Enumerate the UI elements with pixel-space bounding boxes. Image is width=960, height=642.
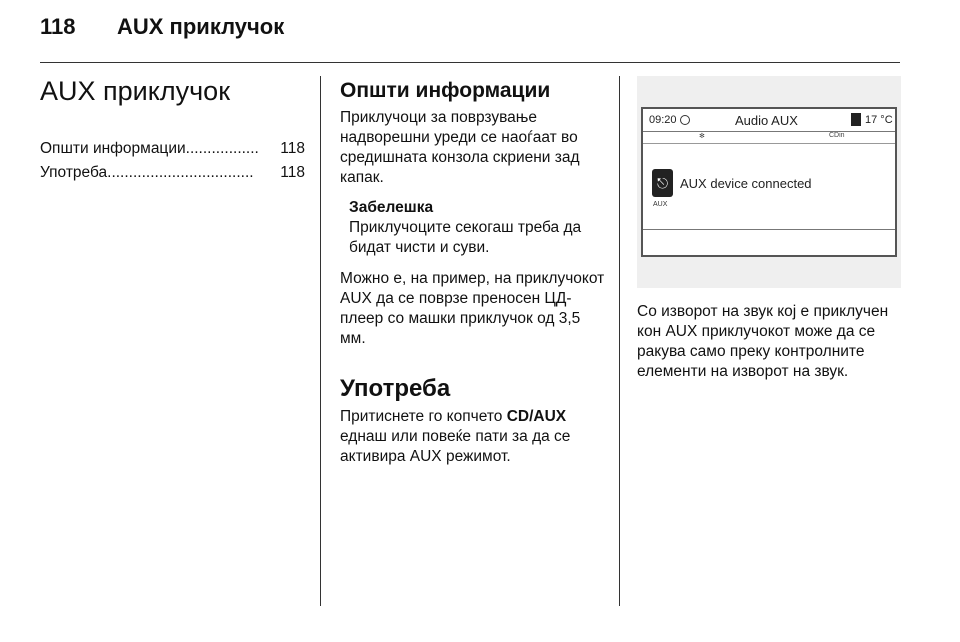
aux-source-label: AUX xyxy=(653,201,668,208)
note-title: Забелешка xyxy=(349,199,434,216)
running-header-title: AUX приклучок xyxy=(117,14,285,39)
toc-entry-usage[interactable] xyxy=(40,161,305,185)
header-rule xyxy=(40,62,900,63)
infotainment-screen xyxy=(641,107,897,257)
toc-leader: ................. xyxy=(185,140,259,157)
usage-text-after: еднаш или повеќе пати за да се активира AUX режимот. xyxy=(340,428,571,465)
usage-heading: Употреба xyxy=(340,375,451,402)
general-intro: Приклучоци за поврзување надворешни уреди се наоѓаат во средишната конзола скриени зад капак. xyxy=(340,109,580,186)
note-text: Приклучоците секогаш треба да бидат чисти и суви. xyxy=(349,219,582,256)
section-title: AUX приклучок xyxy=(40,76,231,106)
usage-text-before: Притиснете го копчето xyxy=(340,408,507,425)
toc-label: Општи информации xyxy=(40,140,186,157)
toc-page: 118 xyxy=(280,140,305,157)
toc-label: Употреба xyxy=(40,164,108,181)
screen-title: Audio AUX xyxy=(735,113,798,128)
screen-info-row xyxy=(643,131,895,144)
clock-time: 09:20 xyxy=(649,114,677,126)
temperature: 17 °C xyxy=(865,114,893,126)
toc-entry-general[interactable] xyxy=(40,137,305,161)
cdin-label: CDin xyxy=(829,132,845,139)
example-paragraph: Можно е, на пример, на приклучокот AUX да се поврзе преносен ЦД-плеер со машки приклучок од 3,5 мм. xyxy=(340,270,605,347)
cd-aux-button-label: CD/AUX xyxy=(506,408,567,425)
phone-icon xyxy=(851,113,861,126)
note-box xyxy=(349,198,605,258)
screen-bottom-rule xyxy=(643,229,895,230)
volume-paragraph: Со изворот на звук кој е приклучен кон AUX приклучокот може да се ракува само преку контролните елементи на изворот на звук. xyxy=(637,303,889,380)
bluetooth-icon: ✻ xyxy=(699,133,705,140)
screen-status-bar xyxy=(643,109,895,132)
connection-message: AUX device connected xyxy=(680,176,812,191)
column-divider-1 xyxy=(320,76,321,606)
column-divider-2 xyxy=(619,76,620,606)
volume-column xyxy=(637,302,901,382)
general-heading: Општи информации xyxy=(340,79,551,102)
section-column xyxy=(40,76,305,185)
content-column xyxy=(340,78,605,467)
page-number: 118 xyxy=(40,14,76,39)
display-screenshot xyxy=(637,76,901,288)
toc-page: 118 xyxy=(280,164,305,181)
usage-paragraph xyxy=(340,407,605,467)
toc-leader: .................................. xyxy=(107,164,254,181)
aux-plug-icon: ⎋ xyxy=(652,169,673,197)
clock-icon xyxy=(680,115,690,125)
